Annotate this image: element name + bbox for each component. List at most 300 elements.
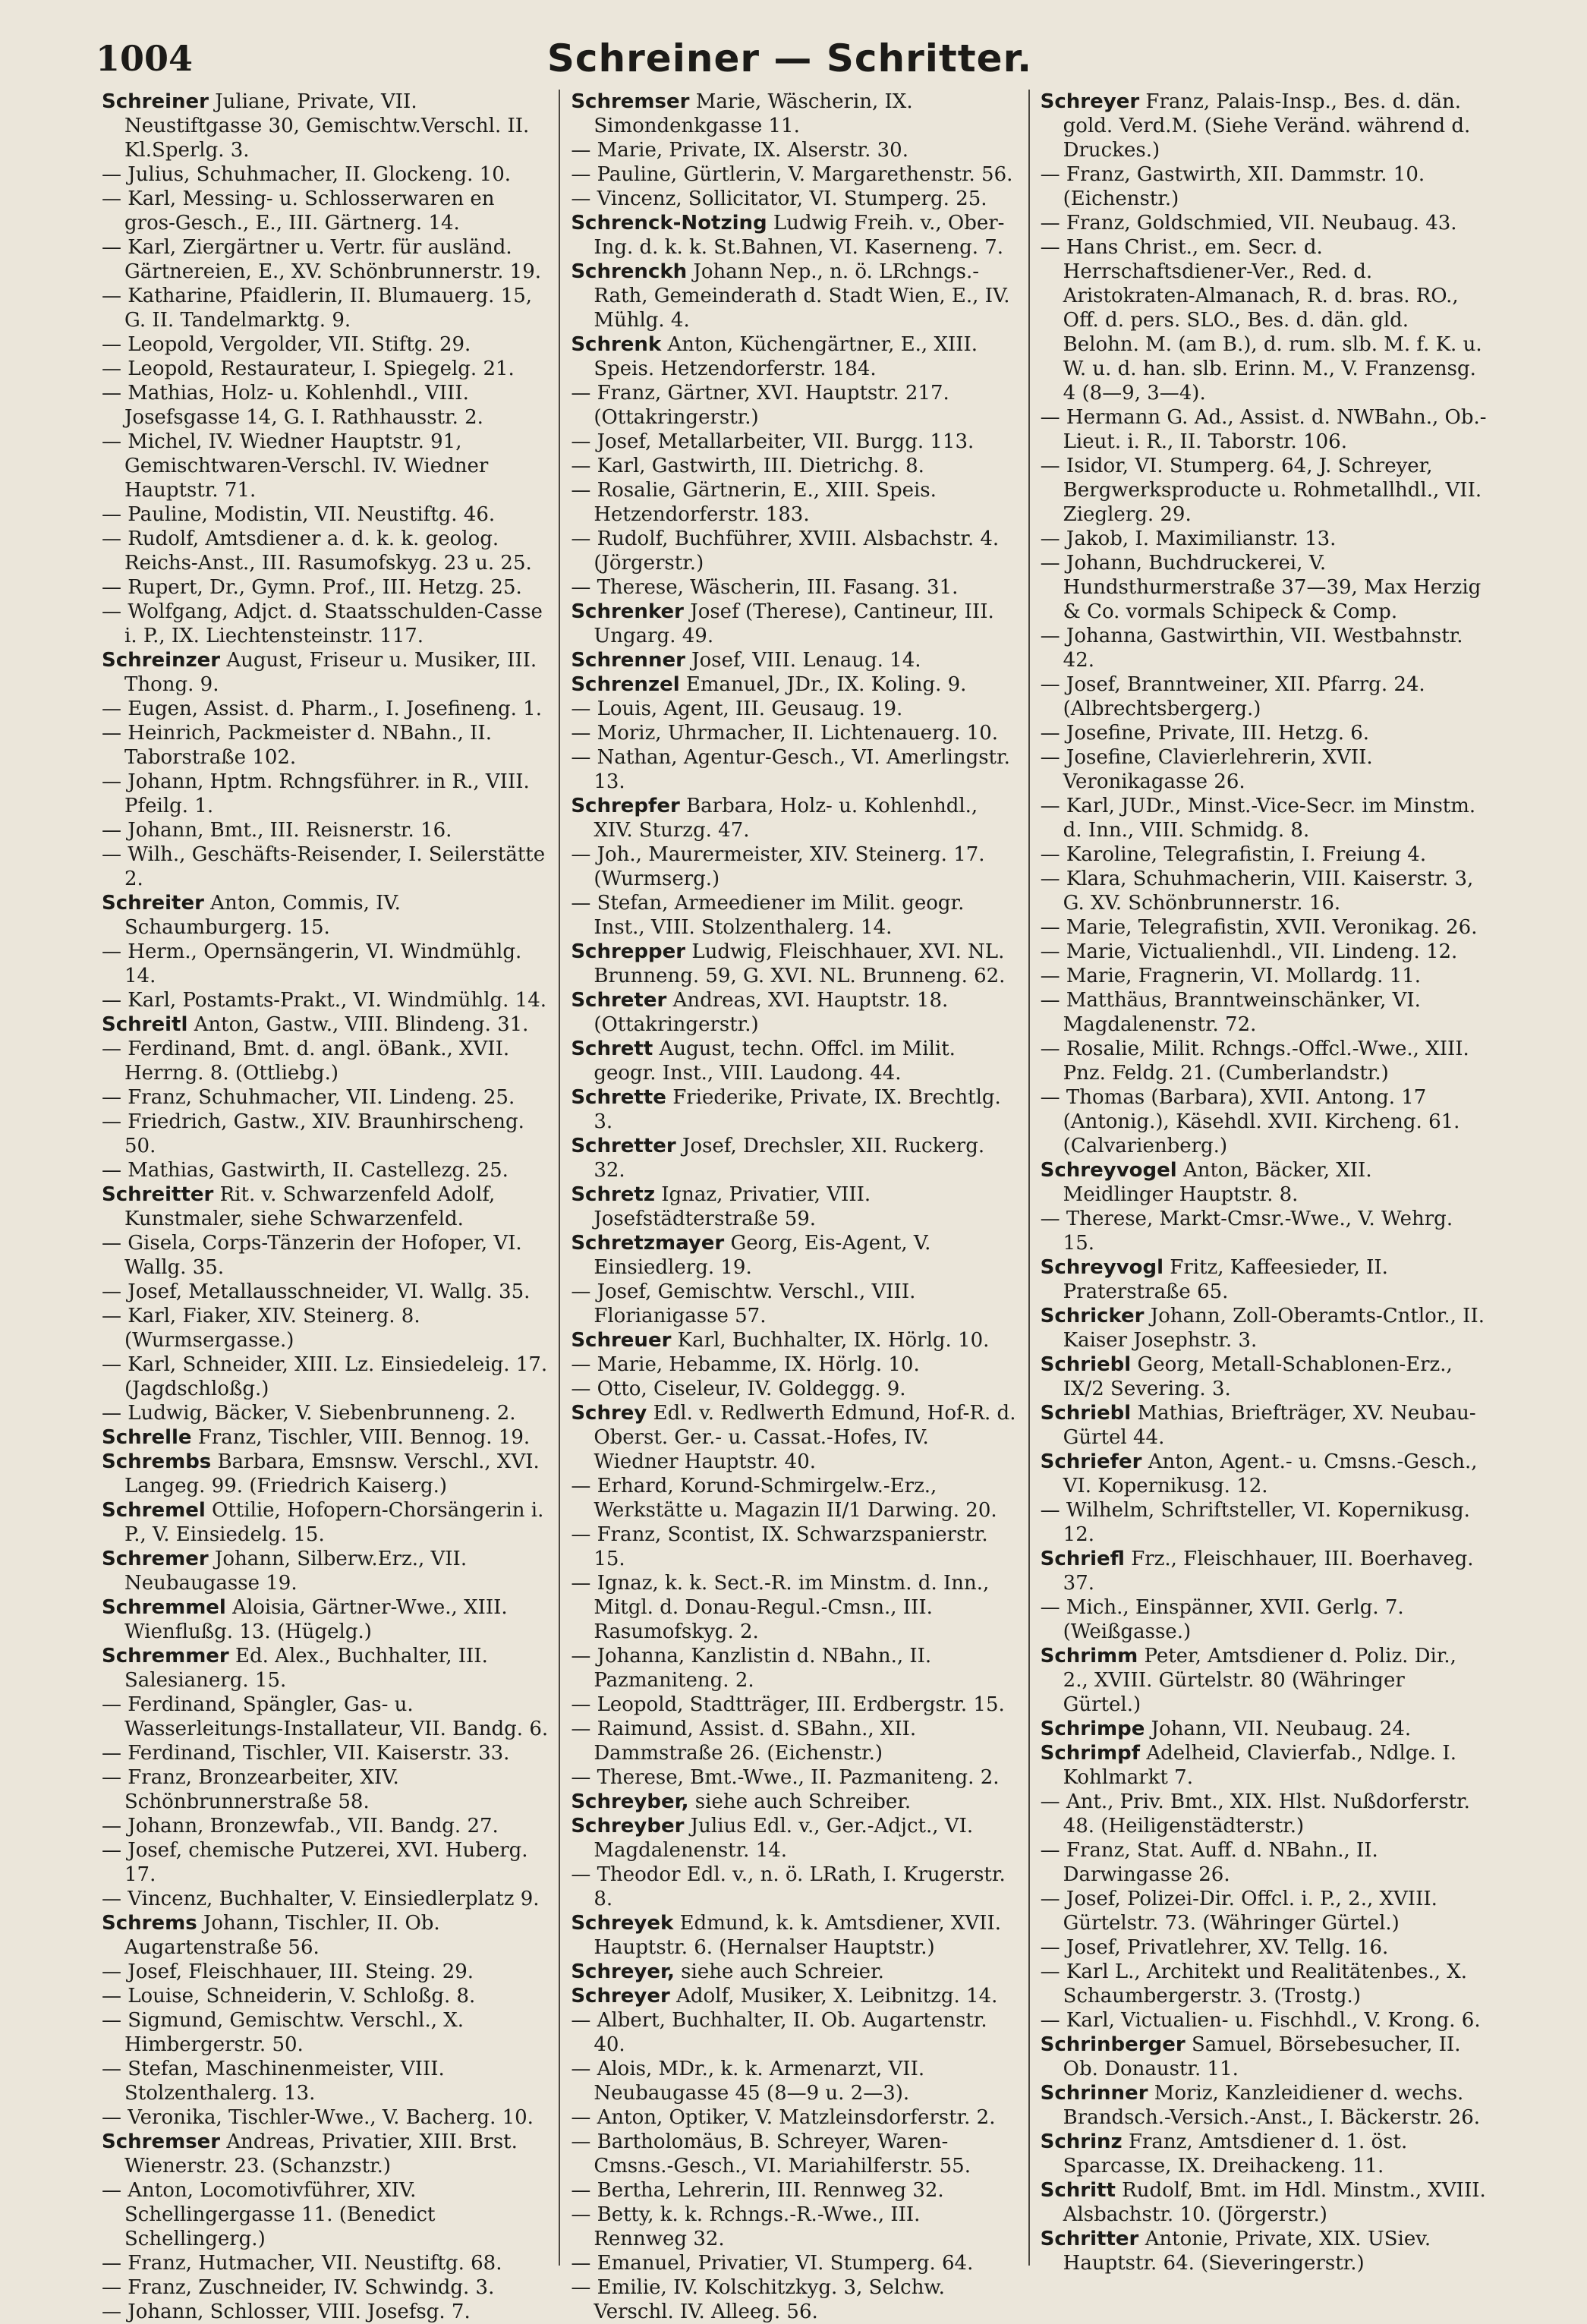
directory-entry <box>1041 1037 1487 1085</box>
entry-details: Julius Edl. v., Ger.-Adjct., VI. Magdalenenstr. 14. <box>594 1815 974 1862</box>
entry-details: — Betty, k. k. Rchngs.-R.-Wwe., III. Rennweg 32. <box>571 2203 921 2250</box>
directory-entry <box>571 648 1017 672</box>
directory-entry <box>102 2251 548 2275</box>
entry-details: — Mich., Einspänner, XVII. Gerlg. 7. (Weißgasse.) <box>1040 1596 1404 1643</box>
directory-entry <box>102 2008 548 2057</box>
entry-surname: Schreyvogl <box>1040 1256 1164 1279</box>
running-title: Schreiner — Schritter. <box>546 36 1033 80</box>
entry-details: — Karl, Victualien- u. Fischhdl., V. Krong. 6. <box>1040 2009 1481 2032</box>
entry-surname: Schreitter <box>102 1183 214 1206</box>
directory-entry <box>102 1887 548 1911</box>
directory-entry <box>571 187 1017 211</box>
entry-surname: Schrette <box>571 1086 666 1109</box>
directory-entry <box>102 1231 548 1280</box>
directory-entry <box>571 2275 1017 2324</box>
entry-details: — Josefine, Private, III. Hetzg. 6. <box>1040 722 1370 745</box>
directory-entry <box>102 1547 548 1595</box>
directory-entry <box>102 842 548 891</box>
entry-details: — Karoline, Telegrafistin, I. Freiung 4. <box>1040 843 1427 866</box>
directory-entry <box>1041 1960 1487 2008</box>
entry-details: — Karl, Fiaker, XIV. Steinerg. 8. (Wurmsergasse.) <box>102 1305 420 1352</box>
entry-surname: Schrems <box>102 1912 197 1935</box>
entry-details: Anton, Küchengärtner, E., XIII. Speis. Hetzendorferstr. 184. <box>594 333 978 380</box>
directory-entry <box>571 1911 1017 1960</box>
entry-details: Ottilie, Hofopern-Chorsängerin i. P., V. Einsiedelg. 15. <box>124 1499 544 1546</box>
entry-details: — Josef, Polizei-Dir. Offcl. i. P., 2., XVIII. Gürtelstr. 73. (Währinger Gürtel.) <box>1040 1888 1437 1935</box>
entry-details: — Johann, Hptm. Rchngsführer. in R., VIII. Pfeilg. 1. <box>102 770 530 817</box>
entry-surname: Schreiner <box>102 90 209 113</box>
directory-entry <box>102 1765 548 1814</box>
entry-details: Josef, Drechsler, XII. Ruckerg. 32. <box>594 1135 985 1182</box>
entry-details: Edl. v. Redlwerth Edmund, Hof-R. d. Oberst. Ger.- u. Cassat.-Hofes, IV. Wiedner Hauptstr. 40. <box>594 1402 1016 1473</box>
directory-entry <box>571 842 1017 891</box>
entry-details: Johann, VII. Neubaug. 24. <box>1145 1718 1412 1740</box>
directory-entry <box>102 2130 548 2178</box>
directory-entry <box>1041 1450 1487 1498</box>
entry-details: — Nathan, Agentur-Gesch., VI. Amerlingstr. 13. <box>571 746 1010 793</box>
entry-details: August, techn. Offcl. im Milit. geogr. Inst., VIII. Laudong. 44. <box>594 1038 956 1085</box>
directory-entry <box>571 2105 1017 2130</box>
entry-details: — Veronika, Tischler-Wwe., V. Bacherg. 10. <box>102 2106 534 2129</box>
entry-surname: Schrinz <box>1040 2130 1123 2153</box>
entry-surname: Schremser <box>102 2130 221 2153</box>
entry-surname: Schrett <box>571 1038 653 1060</box>
entry-details: — Karl L., Architekt und Realitätenbes., X. Schaumbergerstr. 3. (Trostg.) <box>1040 1960 1468 2008</box>
directory-entry <box>571 721 1017 745</box>
directory-entry <box>571 1717 1017 1765</box>
entry-details: Franz, Amtsdiener d. 1. öst. Sparcasse, IX. Dreihackeng. 11. <box>1063 2130 1408 2178</box>
entry-details: — Bartholomäus, B. Schreyer, Waren-Cmsns.-Gesch., VI. Mariahilferstr. 55. <box>571 2130 971 2178</box>
entry-details: Barbara, Holz- u. Kohlenhdl., XIV. Sturzg. 47. <box>594 795 978 842</box>
entry-details: Georg, Eis-Agent, V. Einsiedlerg. 19. <box>594 1232 931 1279</box>
entry-details: Aloisia, Gärtner-Wwe., XIII. Wienflußg. 13. (Hügelg.) <box>124 1596 508 1643</box>
entry-details: — Therese, Wäscherin, III. Fasang. 31. <box>571 576 959 599</box>
entry-details: — Josef, Privatlehrer, XV. Tellg. 16. <box>1040 1936 1389 1959</box>
directory-entry <box>102 1304 548 1353</box>
entry-details: — Rosalie, Gärtnerin, E., XIII. Speis. Hetzendorferstr. 183. <box>571 479 937 526</box>
entry-details: — Anton, Locomotivführer, XIV. Schellingergasse 11. (Benedict Schellingerg.) <box>102 2179 436 2250</box>
directory-entry <box>102 1401 548 1425</box>
entry-details: siehe auch Schreiber. <box>688 1790 912 1813</box>
entry-details: — Eugen, Assist. d. Pharm., I. Josefineng. 1. <box>102 698 542 720</box>
directory-entry <box>102 1158 548 1182</box>
entry-details: — Heinrich, Packmeister d. NBahn., II. Taborstraße 102. <box>102 722 492 769</box>
directory-entry <box>1041 1255 1487 1304</box>
entry-details: Johann, Tischler, II. Ob. Augartenstraße 56. <box>124 1912 440 1959</box>
entry-surname: Schreitl <box>102 1013 188 1036</box>
directory-entry <box>571 454 1017 478</box>
entry-details: — Jakob, I. Maximilianstr. 13. <box>1040 527 1337 550</box>
entry-details: Adelheid, Clavierfab., Ndlge. I. Kohlmarkt 7. <box>1063 1742 1456 1789</box>
directory-entry <box>1041 745 1487 794</box>
entry-details: — Hermann G. Ad., Assist. d. NWBahn., Ob.-Lieut. i. R., II. Taborstr. 106. <box>1040 406 1487 453</box>
entry-details: — Emilie, IV. Kolschitzkyg. 3, Selchw. Verschl. IV. Alleeg. 56. <box>571 2276 945 2323</box>
directory-entry <box>102 1644 548 1693</box>
entry-surname: Schriefer <box>1040 1450 1142 1473</box>
entry-details: Ignaz, Privatier, VIII. Josefstädterstraße 59. <box>594 1183 871 1230</box>
entry-surname: Schreiter <box>102 892 204 915</box>
entry-details: — Karl, Ziergärtner u. Vertr. für ausländ. Gärtnereien, E., XV. Schönbrunnerstr. 19. <box>102 236 541 283</box>
directory-entry <box>571 940 1017 988</box>
directory-entry <box>571 1814 1017 1863</box>
entry-details: — Otto, Ciseleur, IV. Goldeggg. 9. <box>571 1378 906 1400</box>
directory-entry <box>102 187 548 235</box>
directory-entry <box>102 381 548 430</box>
directory-entry <box>571 1037 1017 1085</box>
entry-surname: Schrenck-Notzing <box>571 212 767 235</box>
entry-details: — Marie, Victualienhdl., VII. Lindeng. 12. <box>1040 940 1458 963</box>
entry-surname: Schrimpe <box>1040 1718 1145 1740</box>
directory-entry <box>102 721 548 770</box>
page-header <box>91 32 1488 87</box>
entry-details: — Wolfgang, Adjct. d. Staatsschulden-Casse i. P., IX. Liechtensteinstr. 117. <box>102 600 543 647</box>
entry-details: — Therese, Bmt.-Wwe., II. Pazmaniteng. 2. <box>571 1766 1000 1789</box>
entry-details: — Mathias, Gastwirth, II. Castellezg. 25. <box>102 1159 509 1182</box>
entry-details: — Louis, Agent, III. Geusaug. 19. <box>571 698 903 720</box>
entry-surname: Schrenk <box>571 333 662 356</box>
entry-details: Rudolf, Bmt. im Hdl. Minstm., XVIII. Alsbachstr. 10. (Jörgerstr.) <box>1063 2179 1486 2226</box>
directory-entry <box>102 430 548 502</box>
entry-details: Juliane, Private, VII. Neustiftgasse 30, Gemischtw.Verschl. II. Kl.Sperlg. 3. <box>124 90 530 162</box>
entry-details: — Josef, Gemischtw. Verschl., VIII. Florianigasse 57. <box>571 1280 916 1327</box>
entry-details: Friederike, Private, IX. Brechtlg. 3. <box>594 1086 1001 1133</box>
entry-surname: Schricker <box>1040 1305 1145 1327</box>
entry-details: Adolf, Musiker, X. Leibnitzg. 14. <box>669 1985 998 2008</box>
directory-entry <box>1041 2227 1487 2275</box>
entry-surname: Schremel <box>102 1499 206 1522</box>
directory-entry <box>571 2251 1017 2275</box>
entry-details: — Sigmund, Gemischtw. Verschl., X. Himbergerstr. 50. <box>102 2009 464 2056</box>
directory-entry <box>102 770 548 818</box>
directory-entry <box>102 1182 548 1231</box>
entry-details: Peter, Amtsdiener d. Poliz. Dir., 2., XVIII. Gürtelstr. 80 (Währinger Gürtel.) <box>1063 1645 1456 1716</box>
directory-entry <box>571 162 1017 187</box>
directory-entry <box>571 697 1017 721</box>
entry-surname: Schrenner <box>571 649 685 672</box>
directory-entry <box>571 672 1017 697</box>
directory-entry <box>571 430 1017 454</box>
directory-entry <box>571 1085 1017 1134</box>
directory-entry <box>571 138 1017 162</box>
entry-details: — Albert, Buchhalter, II. Ob. Augartenstr. 40. <box>571 2009 987 2056</box>
entry-surname: Schreyer <box>1040 90 1140 113</box>
entry-details: — Johanna, Kanzlistin d. NBahn., II. Pazmaniteng. 2. <box>571 1645 932 1692</box>
entry-details: Frz., Fleischhauer, III. Boerhaveg. 37. <box>1063 1548 1474 1595</box>
directory-entry <box>1041 1741 1487 1790</box>
entry-details: Marie, Wäscherin, IX. Simondenkgasse 11. <box>594 90 913 137</box>
entry-details: — Michel, IV. Wiedner Hauptstr. 91, Gemischtwaren-Verschl. IV. Wiedner Hauptstr. 71. <box>102 430 489 502</box>
directory-entry <box>1041 1353 1487 1401</box>
entry-details: Rit. v. Schwarzenfeld Adolf, Kunstmaler, siehe Schwarzenfeld. <box>124 1183 496 1230</box>
entry-details: — Pauline, Modistin, VII. Neustiftg. 46. <box>102 503 496 526</box>
directory-entry <box>571 332 1017 381</box>
entry-surname: Schrelle <box>102 1426 192 1449</box>
directory-entry <box>1041 1498 1487 1547</box>
directory-entry <box>571 260 1017 332</box>
directory-entry <box>1041 2033 1487 2081</box>
directory-entry <box>571 1571 1017 1644</box>
directory-entry <box>102 988 548 1012</box>
entry-details: — Louise, Schneiderin, V. Schloßg. 8. <box>102 1985 476 2008</box>
entry-details: — Franz, Scontist, IX. Schwarzspanierstr. 15. <box>571 1523 988 1570</box>
entry-details: — Raimund, Assist. d. SBahn., XII. Dammstraße 26. (Eichenstr.) <box>571 1718 917 1765</box>
directory-entry <box>102 2178 548 2251</box>
entry-details: — Johann, Bmt., III. Reisnerstr. 16. <box>102 819 452 842</box>
entry-details: — Anton, Optiker, V. Matzleinsdorferstr. 2. <box>571 2106 996 2129</box>
entry-details: Andreas, Privatier, XIII. Brst. Wienerstr. 23. (Schanzstr.) <box>124 2130 518 2178</box>
directory-entry <box>1041 1401 1487 1450</box>
directory-entry <box>102 284 548 332</box>
entry-details: Fritz, Kaffeesieder, II. Praterstraße 65. <box>1063 1256 1388 1303</box>
entry-details: — Josef, chemische Putzerei, XVI. Huberg. 17. <box>102 1839 528 1886</box>
entry-details: — Therese, Markt-Cmsr.-Wwe., V. Wehrg. 15. <box>1040 1208 1453 1255</box>
entry-surname: Schreyer, <box>571 1960 675 1983</box>
entry-surname: Schrembs <box>102 1450 212 1473</box>
directory-entry <box>102 1425 548 1450</box>
directory-entry <box>571 1790 1017 1814</box>
directory-entry <box>571 1182 1017 1231</box>
entry-details: — Leopold, Vergolder, VII. Stiftg. 29. <box>102 333 471 356</box>
entry-details: Edmund, k. k. Amtsdiener, XVII. Hauptstr. 6. (Hernalser Hauptstr.) <box>594 1912 1001 1959</box>
entry-details: — Wilhelm, Schriftsteller, VI. Kopernikusg. 12. <box>1040 1499 1470 1546</box>
directory-entry <box>571 1960 1017 1984</box>
entry-surname: Schreyber <box>571 1815 685 1837</box>
entry-details: — Franz, Gärtner, XVI. Hauptstr. 217. (Ottakringerstr.) <box>571 382 949 429</box>
directory-entry <box>571 1280 1017 1328</box>
directory-entry <box>1041 527 1487 551</box>
entry-details: Moriz, Kanzleidiener d. wechs. Brandsch.-Versich.-Anst., I. Bäckerstr. 26. <box>1063 2082 1480 2129</box>
entry-details: — Josef, Metallausschneider, VI. Wallg. 35. <box>102 1280 531 1303</box>
column-right <box>1028 90 1497 2275</box>
entry-details: — Emanuel, Privatier, VI. Stumperg. 64. <box>571 2252 974 2275</box>
directory-entry <box>571 575 1017 600</box>
directory-entry <box>102 2300 548 2324</box>
directory-entry <box>1041 988 1487 1037</box>
entry-surname: Schrinberger <box>1040 2033 1186 2056</box>
directory-entry <box>1041 672 1487 721</box>
entry-details: — Friedrich, Gastw., XIV. Braunhirscheng. 50. <box>102 1110 524 1157</box>
entry-details: — Leopold, Restaurateur, I. Spiegelg. 21. <box>102 357 515 380</box>
entry-details: — Vincenz, Buchhalter, V. Einsiedlerplatz 9. <box>102 1888 540 1910</box>
directory-entry <box>102 940 548 988</box>
directory-entry <box>571 2057 1017 2105</box>
directory-entry <box>1041 551 1487 624</box>
entry-details: Ludwig, Fleischhauer, XVI. NL. Brunneng. 59, G. XVI. NL. Brunneng. 62. <box>594 940 1006 987</box>
entry-details: — Bertha, Lehrerin, III. Rennweg 32. <box>571 2179 944 2202</box>
directory-entry <box>1041 1838 1487 1887</box>
entry-surname: Schrenckh <box>571 260 688 283</box>
directory-entry <box>102 1450 548 1498</box>
entry-details: Karl, Buchhalter, IX. Hörlg. 10. <box>671 1329 990 1352</box>
entry-details: Anton, Commis, IV. Schaumburgerg. 15. <box>124 892 401 939</box>
directory-entry <box>571 478 1017 527</box>
entry-surname: Schreyvogel <box>1040 1159 1177 1182</box>
entry-details: Anton, Bäcker, XII. Meidlinger Hauptstr. 8. <box>1063 1159 1372 1206</box>
entry-details: Barbara, Emsnsw. Verschl., XVI. Langeg. 99. (Friedrich Kaiserg.) <box>124 1450 540 1497</box>
directory-entry <box>1041 940 1487 964</box>
entry-details: August, Friseur u. Musiker, III. Thong. 9. <box>124 649 537 696</box>
entry-details: — Rosalie, Milit. Rchngs.-Offcl.-Wwe., XIII. Pnz. Feldg. 21. (Cumberlandstr.) <box>1040 1038 1469 1085</box>
directory-entry <box>102 1037 548 1085</box>
entry-details: Franz, Tischler, VIII. Bennog. 19. <box>191 1426 531 1449</box>
directory-entry <box>571 794 1017 842</box>
entry-details: — Moriz, Uhrmacher, II. Lichtenauerg. 10. <box>571 722 998 745</box>
directory-entry <box>102 648 548 697</box>
entry-details: — Marie, Hebamme, IX. Hörlg. 10. <box>571 1353 920 1376</box>
directory-entry <box>1041 454 1487 527</box>
entry-surname: Schreuer <box>571 1329 672 1352</box>
directory-entry <box>571 1765 1017 1790</box>
entry-details: Josef, VIII. Lenaug. 14. <box>685 649 921 672</box>
directory-entry <box>102 575 548 600</box>
directory-entry <box>1041 1158 1487 1207</box>
entry-surname: Schriefl <box>1040 1548 1125 1570</box>
directory-entry <box>102 1911 548 1960</box>
entry-details: — Karl, Gastwirth, III. Dietrichg. 8. <box>571 455 924 477</box>
entry-details: — Ferdinand, Spängler, Gas- u. Wasserleitungs-Installateur, VII. Bandg. 6. <box>102 1693 549 1740</box>
entry-details: — Rudolf, Buchführer, XVIII. Alsbachstr. 4. (Jörgerstr.) <box>571 527 1000 575</box>
entry-details: — Josefine, Clavierlehrerin, XVII. Veronikagasse 26. <box>1040 746 1373 793</box>
directory-entry <box>1041 721 1487 745</box>
directory-entry <box>1041 964 1487 988</box>
entry-details: — Karl, Messing- u. Schlosserwaren en gros-Gesch., E., III. Gärtnerg. 14. <box>102 187 495 235</box>
entry-details: — Marie, Private, IX. Alserstr. 30. <box>571 139 908 162</box>
directory-entry <box>102 1280 548 1304</box>
entry-details: — Stefan, Armeediener im Milit. geogr. Inst., VIII. Stolzenthalerg. 14. <box>571 892 965 939</box>
directory-entry <box>102 1693 548 1741</box>
directory-entry <box>571 1377 1017 1401</box>
directory-entry <box>571 891 1017 940</box>
entry-details: Georg, Metall-Schablonen-Erz., IX/2 Severing. 3. <box>1063 1353 1453 1400</box>
directory-entry <box>102 502 548 527</box>
entry-surname: Schreinzer <box>102 649 221 672</box>
directory-entry <box>571 211 1017 260</box>
entry-details: — Johann, Schlosser, VIII. Josefsg. 7. <box>102 2300 471 2323</box>
directory-entry <box>1041 1207 1487 1255</box>
directory-entry <box>1041 794 1487 842</box>
entry-details: Emanuel, JDr., IX. Koling. 9. <box>679 673 967 696</box>
entry-details: Ludwig Freih. v., Ober-Ing. d. k. k. St.Bahnen, VI. Kaserneng. 7. <box>594 212 1005 259</box>
entry-surname: Schritter <box>1040 2228 1139 2250</box>
entry-details: — Franz, Schuhmacher, VII. Lindeng. 25. <box>102 1086 515 1109</box>
entry-details: Anton, Gastw., VIII. Blindeng. 31. <box>187 1013 529 1036</box>
entry-details: — Stefan, Maschinenmeister, VIII. Stolzenthalerg. 13. <box>102 2058 445 2105</box>
directory-entry <box>571 1353 1017 1377</box>
entry-details: — Marie, Fragnerin, VI. Mollardg. 11. <box>1040 965 1422 987</box>
entry-details: Antonie, Private, XIX. USiev. Hauptstr. 64. (Sieveringerstr.) <box>1063 2228 1431 2275</box>
directory-entry <box>571 1134 1017 1182</box>
entry-details: — Johanna, Gastwirthin, VII. Westbahnstr. 42. <box>1040 625 1463 672</box>
entry-details: — Franz, Hutmacher, VII. Neustiftg. 68. <box>102 2252 502 2275</box>
entry-details: — Hans Christ., em. Secr. d. Herrschaftsdiener-Ver., Red. d. Aristokraten-Almanach, R. d. bras. RO., Off. d. pers. SLO., Bes. d. dän. gld. Belohn. M. (am B.), d. rum. slb. M. f. K. u. W. u. d. han. slb. Erinn. M., V. Franzensg. 4 (8—9, 3—4). <box>1040 236 1482 405</box>
directory-entry <box>102 891 548 940</box>
directory-entry <box>571 988 1017 1037</box>
entry-surname: Schreyber, <box>571 1790 689 1813</box>
directory-entry <box>1041 867 1487 915</box>
directory-entry <box>1041 1717 1487 1741</box>
entry-details: — Johann, Bronzewfab., VII. Bandg. 27. <box>102 1815 499 1837</box>
directory-entry <box>102 2105 548 2130</box>
directory-entry <box>102 2275 548 2300</box>
entry-details: — Franz, Goldschmied, VII. Neubaug. 43. <box>1040 212 1457 235</box>
directory-entry <box>102 697 548 721</box>
entry-details: — Josef, Metallarbeiter, VII. Burgg. 113. <box>571 430 975 453</box>
entry-details: Ed. Alex., Buchhalter, III. Salesianerg. 15. <box>124 1645 488 1692</box>
entry-details: Andreas, XVI. Hauptstr. 18. (Ottakringerstr.) <box>594 989 949 1036</box>
entry-details: — Franz, Bronzearbeiter, XIV. Schönbrunnerstraße 58. <box>102 1766 399 1813</box>
entry-surname: Schreyer <box>571 1985 670 2008</box>
entry-surname: Schretz <box>571 1183 655 1206</box>
entry-details: — Johann, Buchdruckerei, V. Hundsthurmerstraße 37—39, Max Herzig & Co. vormals Schipeck & Comp. <box>1040 552 1482 623</box>
directory-entry <box>102 162 548 187</box>
entry-details: — Ludwig, Bäcker, V. Siebenbrunneng. 2. <box>102 1402 516 1425</box>
directory-entry <box>1041 2178 1487 2227</box>
entry-details: — Isidor, VI. Stumperg. 64, J. Schreyer, Bergwerksproducte u. Rohmetallhdl., VII. Zieglerg. 29. <box>1040 455 1482 526</box>
entry-details: Josef (Therese), Cantineur, III. Ungarg. 49. <box>594 600 994 647</box>
directory-entry <box>1041 235 1487 405</box>
directory-entry <box>571 1231 1017 1280</box>
directory-entry <box>102 332 548 357</box>
entry-details: Samuel, Börsebesucher, II. Ob. Donaustr. 11. <box>1063 2033 1461 2080</box>
entry-surname: Schrenzel <box>571 673 680 696</box>
entry-surname: Schremmel <box>102 1596 226 1619</box>
entry-details: — Josef, Fleischhauer, III. Steing. 29. <box>102 1960 474 1983</box>
directory-entry <box>102 1960 548 1984</box>
directory-entry <box>571 2203 1017 2251</box>
directory-entry <box>571 1863 1017 1911</box>
directory-entry <box>102 235 548 284</box>
directory-entry <box>102 818 548 842</box>
entry-details: — Rupert, Dr., Gymn. Prof., III. Hetzg. 25. <box>102 576 522 599</box>
entry-surname: Schrimpf <box>1040 1742 1141 1765</box>
directory-entry <box>571 1328 1017 1353</box>
directory-entry <box>102 1595 548 1644</box>
entry-details: — Karl, JUDr., Minst.-Vice-Secr. im Minstm. d. Inn., VIII. Schmidg. 8. <box>1040 795 1476 842</box>
directory-entry <box>1041 1887 1487 1935</box>
entry-details: — Ferdinand, Tischler, VII. Kaiserstr. 33. <box>102 1742 510 1765</box>
directory-entry <box>102 600 548 648</box>
entry-surname: Schrimm <box>1040 1645 1138 1667</box>
directory-entry <box>102 1838 548 1887</box>
entry-details: — Julius, Schuhmacher, II. Glockeng. 10. <box>102 163 512 186</box>
entry-details: — Erhard, Korund-Schmirgelw.-Erz., Werkstätte u. Magazin II/1 Darwing. 20. <box>571 1475 997 1522</box>
directory-entry <box>1041 1547 1487 1595</box>
page-number: 1004 <box>96 38 194 79</box>
entry-details: Anton, Agent.- u. Cmsns.-Gesch., VI. Kopernikusg. 12. <box>1063 1450 1478 1497</box>
entry-surname: Schriebl <box>1040 1353 1132 1376</box>
directory-entry <box>102 1353 548 1401</box>
directory-entry <box>1041 211 1487 235</box>
directory-entry <box>1041 90 1487 162</box>
directory-entry <box>1041 1595 1487 1644</box>
entry-details: — Theodor Edl. v., n. ö. LRath, I. Krugerstr. 8. <box>571 1863 1006 1910</box>
entry-surname: Schremmer <box>102 1645 229 1667</box>
entry-surname: Schremser <box>571 90 690 113</box>
entry-details: — Leopold, Stadtträger, III. Erdbergstr. 15. <box>571 1693 1005 1716</box>
entry-surname: Schrey <box>571 1402 647 1425</box>
column-middle <box>559 90 1028 2323</box>
directory-entry <box>102 1814 548 1838</box>
directory-entry <box>571 1984 1017 2008</box>
entry-surname: Schreter <box>571 989 667 1012</box>
entry-details: — Thomas (Barbara), XVII. Antong. 17 (Antonig.), Käsehdl. XVII. Kircheng. 61. (Calvarienberg.) <box>1040 1086 1460 1157</box>
entry-surname: Schrenker <box>571 600 684 623</box>
entry-details: — Franz, Stat. Auff. d. NBahn., II. Darwingasse 26. <box>1040 1839 1378 1886</box>
directory-entry <box>571 1474 1017 1523</box>
directory-entry <box>1041 2008 1487 2033</box>
entry-details: — Marie, Telegrafistin, XVII. Veronikag. 26. <box>1040 916 1478 939</box>
directory-entry <box>1041 624 1487 672</box>
